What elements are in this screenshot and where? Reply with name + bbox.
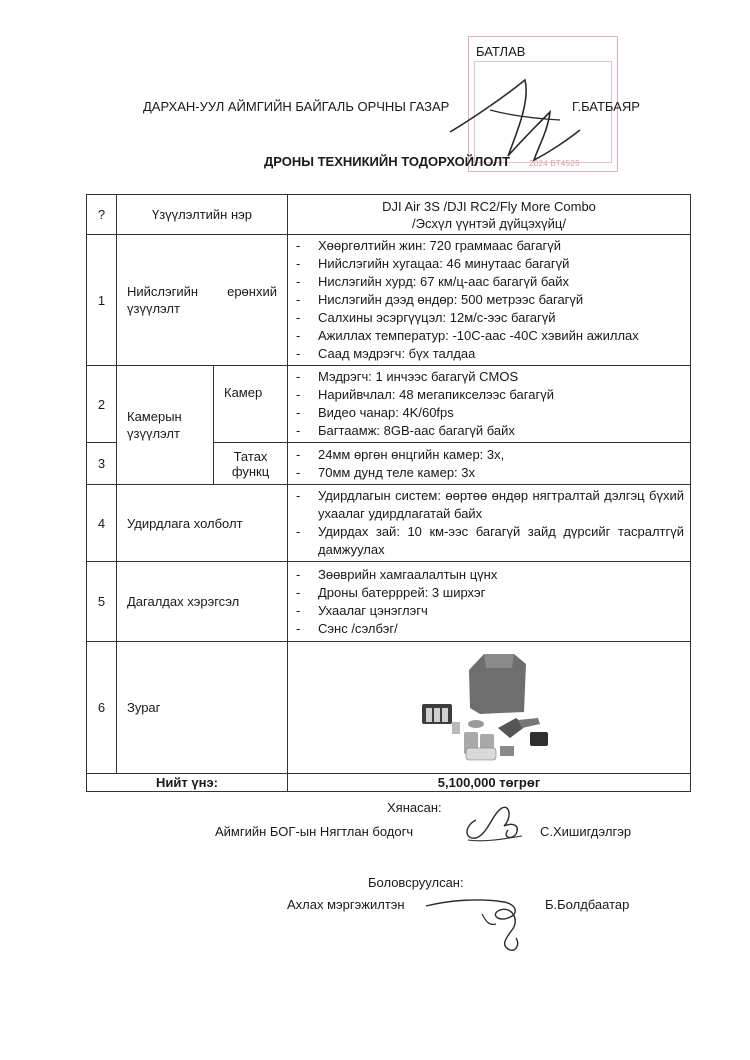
spec-item: - Удирдлагын систем: өөртөө өндөр нягтралтай дэлгэц бүхий ухаалаг удирдлагатай байх [296,488,684,521]
row-num: 2 [87,366,117,443]
zoom-sub-label-line2: функц [231,463,270,479]
drone-kit-photo [414,648,564,764]
camera-sub-label: Камер [214,366,288,443]
spec-item: - 70мм дунд теле камер: 3х [296,464,475,480]
drone-photo-cell [288,642,691,774]
spec-item: - Хөөргөлтийн жин: 720 граммаас багагүй [296,238,562,253]
spec-item: - Нислэгийн дээд өндөр: 500 метрээс багагүй [296,292,584,307]
approval-organization: ДАРХАН-УУЛ АЙМГИЙН БАЙГАЛЬ ОРЧНЫ ГАЗАР [143,99,450,114]
row-num: 6 [87,642,117,774]
checker-signature [458,800,528,846]
camera-group-label-line2: үзүүлэлт [127,426,180,441]
spec-table [86,194,691,792]
row-num: 5 [87,562,117,642]
table-row [87,485,691,562]
row-label [117,235,288,366]
row-label: Дагалдах хэрэгсэл [117,562,288,642]
camera-group-label-line1: Камерын [127,409,182,424]
table-row [87,562,691,642]
prepared-label: Боловсруулсан: [368,875,464,890]
checked-label: Хянасан: [387,800,442,815]
prepared-role: Ахлах мэргэжилтэн [287,897,405,912]
row-specs [288,562,691,642]
spec-item: - 24мм өргөн өнцгийн камер: 3х, [296,446,505,462]
header-product [288,195,691,235]
spec-item: - Нийслэгийн хугацаа: 46 минутаас багагүй [296,256,570,271]
row-specs [288,366,691,443]
approval-word: БАТЛАВ [476,44,526,59]
total-row [87,774,691,792]
row-specs [288,485,691,562]
spec-item: - Мэдрэгч: 1 инчээс багагүй CMOS [296,369,519,384]
spec-item: - Багтаамж: 8GB-аас багагүй байх [296,423,515,438]
total-value: 5,100,000 төгрөг [288,774,691,792]
spec-item: - Удирдах зай: 10 км-ээс багагүй зайд дүрсийг тасралтгүй дамжуулах [296,524,684,557]
spec-item: - Нарийвчлал: 48 мегапикселээс багагүй [296,387,554,402]
preparer-signature [420,884,530,954]
table-header-row [87,195,691,235]
row-num: 3 [87,443,117,485]
row-label-line2: үзүүлэлт [127,301,180,316]
checked-name: С.Хишигдэлгэр [540,824,632,839]
row-label-line1: Нийслэгийн ерөнхий [127,284,277,299]
stamp-code: 2024 БТ4525 [529,159,580,168]
table-row [87,366,691,443]
prepared-name: Б.Болдбаатар [545,897,630,912]
spec-item: - Дроны батерррей: 3 ширхэг [296,584,486,600]
spec-item: - Салхины эсэргүүцэл: 12м/с-ээс багагүй [296,310,556,325]
row-specs [288,235,691,366]
table-row [87,235,691,366]
header-product-line1: DJI Air 3S /DJI RC2/Fly More Combo [382,198,596,214]
spec-item: - Ажиллах температур: -10С-аас -40С хэвийн ажиллах [296,328,639,343]
zoom-sub-label-line1: Татах [233,448,268,464]
header-product-line2: /Эсхүл үүнтэй дүйцэхүйц/ [412,215,566,231]
zoom-sub-label [214,443,288,485]
approval-name: Г.БАТБАЯР [572,99,640,114]
row-num: 1 [87,235,117,366]
header-indicator: Үзүүлэлтийн нэр [117,195,288,235]
spec-item: - Зөөврийн хамгаалалтын цүнх [296,566,498,582]
spec-item: - Ухаалаг цэнэглэгч [296,602,428,618]
row-label: Зураг [117,642,288,774]
spec-item: - Саад мэдрэгч: бүх талдаа [296,346,476,361]
checked-role: Аймгийн БОГ-ын Нягтлан бодогч [215,824,414,839]
spec-item: - Видео чанар: 4K/60fps [296,405,454,420]
row-label: Удирдлага холболт [117,485,288,562]
header-num: ? [87,195,117,235]
total-label: Нийт үнэ: [87,774,288,792]
camera-group-label [117,366,214,485]
row-num: 4 [87,485,117,562]
spec-item: - Сэнс /сэлбэг/ [296,620,398,636]
row-specs [288,443,691,485]
table-row [87,642,691,774]
spec-item: - Нислэгийн хурд: 67 км/ц-аас багагүй байх [296,274,569,289]
document-title: ДРОНЫ ТЕХНИКИЙН ТОДОРХОЙЛОЛТ [264,154,511,169]
